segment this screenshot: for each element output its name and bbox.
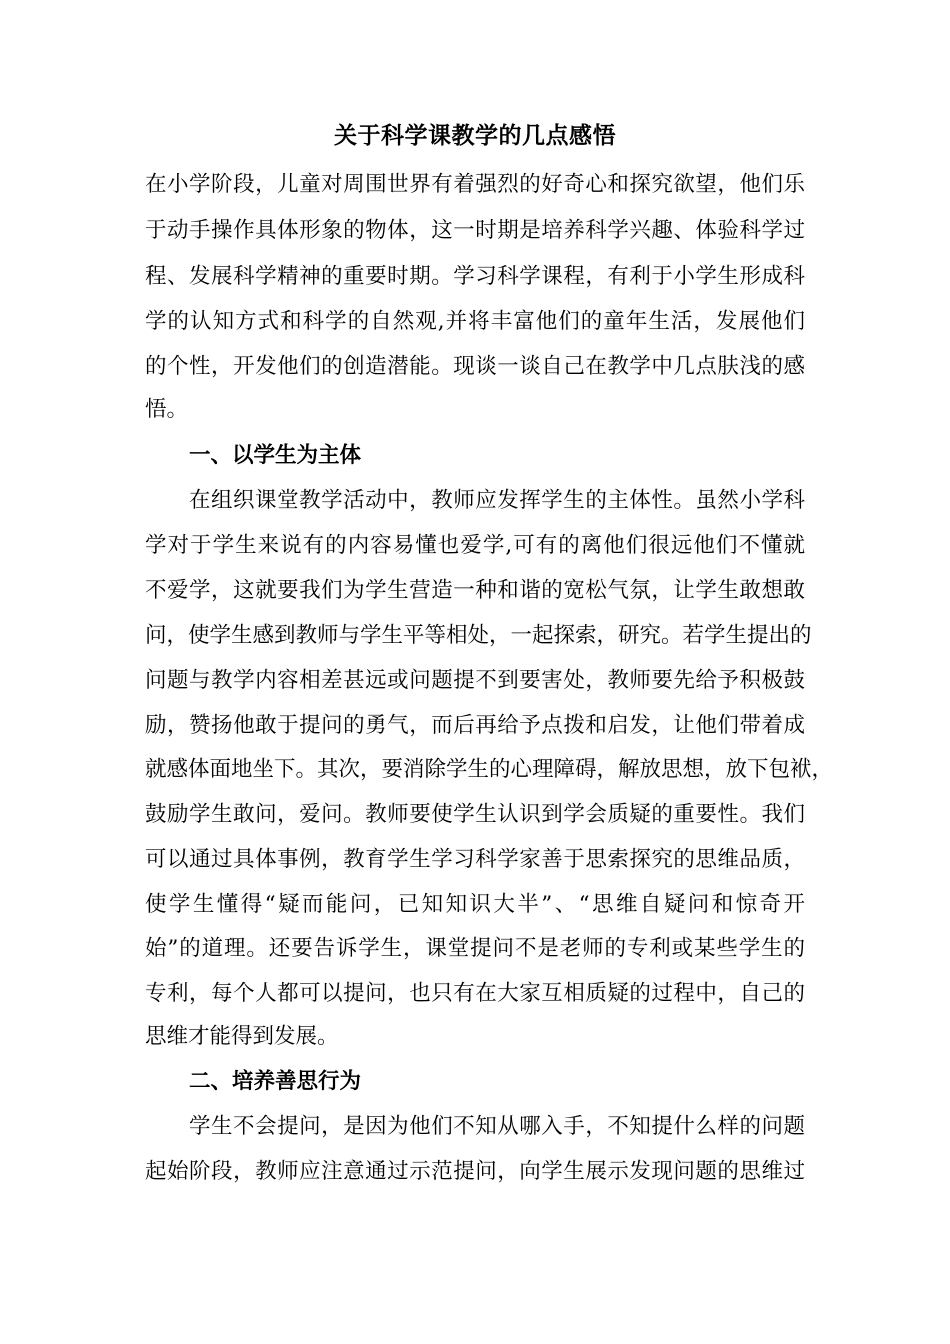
paragraph-line: 问，使学生感到教师与学生平等相处，一起探索，研究。若学生提出的 — [145, 623, 812, 648]
paragraph-line: 悟。 — [145, 397, 189, 422]
paragraph-line: 思维才能得到发展。 — [145, 1024, 339, 1049]
paragraph-line: 鼓励学生敢问，爱问。教师要使学生认识到学会质疑的重要性。我们 — [145, 802, 805, 827]
section-heading: 二、培养善思行为 — [189, 1069, 362, 1094]
paragraph-line: 专利，每个人都可以提问，也只有在大家互相质疑的过程中，自己的 — [145, 981, 805, 1006]
paragraph-line: 程、发展科学精神的重要时期。学习科学课程，有利于小学生形成科 — [145, 264, 805, 289]
paragraph-line: 可以通过具体事例，教育学生学习科学家善于思索探究的思维品质， — [145, 847, 805, 872]
paragraph-line: 使学生懂得“疑而能问，已知知识大半”、“思维自疑问和惊奇开 — [145, 892, 805, 917]
section-heading: 一、以学生为主体 — [189, 443, 362, 468]
paragraph-line: 学的认知方式和科学的自然观,并将丰富他们的童年生活，发展他们 — [145, 309, 805, 334]
paragraph-line: 学对于学生来说有的内容易懂也爱学,可有的离他们很远他们不懂就 — [145, 533, 805, 558]
paragraph-line: 的个性，开发他们的创造潜能。现谈一谈自己在教学中几点肤浅的感 — [145, 354, 805, 379]
paragraph-line: 不爱学，这就要我们为学生营造一种和谐的宽松气氛，让学生敢想敢 — [145, 578, 805, 603]
document-title: 关于科学课教学的几点感悟 — [334, 122, 616, 149]
paragraph-line: 在小学阶段，儿童对周围世界有着强烈的好奇心和探究欲望，他们乐 — [145, 172, 805, 197]
paragraph-line: 始”的道理。还要告诉学生，课堂提问不是老师的专利或某些学生的 — [145, 936, 805, 961]
paragraph-line: 就感体面地坐下。其次，要消除学生的心理障碍，解放思想，放下包袱， — [145, 757, 834, 782]
paragraph-line: 起始阶段，教师应注意通过示范提问，向学生展示发现问题的思维过 — [145, 1159, 805, 1184]
paragraph-line: 于动手操作具体形象的物体，这一时期是培养科学兴趣、体验科学过 — [145, 218, 805, 243]
paragraph-line: 励，赞扬他敢于提问的勇气，而后再给予点拨和启发，让他们带着成 — [145, 713, 805, 738]
paragraph-line: 问题与教学内容相差甚远或问题提不到要害处，教师要先给予积极鼓 — [145, 668, 805, 693]
paragraph-line: 学生不会提问，是因为他们不知从哪入手，不知提什么样的问题 — [189, 1114, 805, 1139]
paragraph-line: 在组织课堂教学活动中，教师应发挥学生的主体性。虽然小学科 — [189, 488, 805, 513]
